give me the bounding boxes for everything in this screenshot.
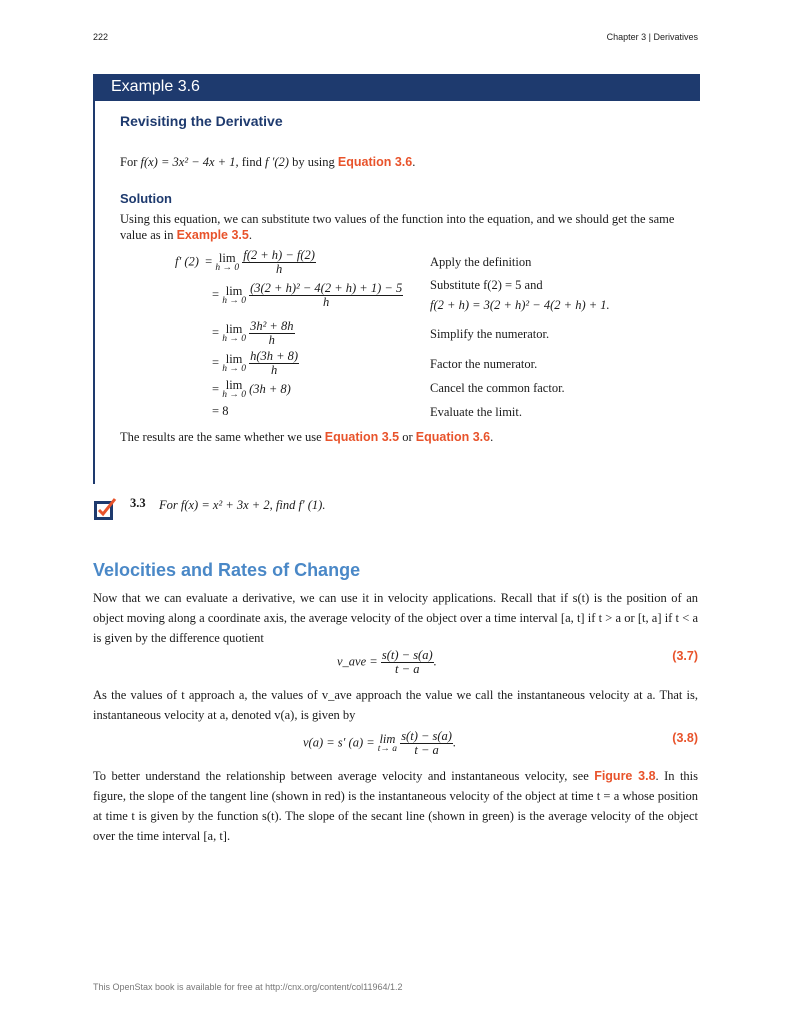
figure-link[interactable]: Figure 3.8 <box>594 769 656 783</box>
derivation-step-2: = lim h → 0 $\frac{\text{(3(2 + h)² − 4(2 + h) + 1) − 5}}{h}$ <box>212 281 403 309</box>
derivation-step-3: = lim h → 0 $\frac{\text{3h² + 8h}}{h}$ <box>212 319 294 347</box>
example-problem: For f(x) = 3x² − 4x + 1, find f ′(2) by using Equation 3.6. <box>120 155 416 169</box>
paragraph-1: Now that we can evaluate a derivative, we can use it in velocity applications. Recall that if s(t) is the position of an object moving along a coordinate axis, the average velocity of the object over a time interval [a, t] if t > a or [t, a] if t < a is given by the difference quotient <box>93 591 698 645</box>
note-cancel: Cancel the common factor. <box>430 381 565 395</box>
note-simplify: Simplify the numerator. <box>430 327 550 341</box>
checkpoint-icon <box>93 497 117 521</box>
example-conclusion: The results are the same whether we use Equation 3.5 or Equation 3.6. <box>120 430 494 444</box>
derivation-step-6: = 8 <box>212 404 229 418</box>
checkpoint-text: For f(x) = x² + 3x + 2, find f′ (1). <box>159 498 326 512</box>
note-substitute-expr: f(2 + h) = 3(2 + h)² − 4(2 + h) + 1. <box>430 298 610 312</box>
checkpoint-number: 3.3 <box>130 496 146 510</box>
derivation-step-1: f′ (2) = lim h → 0 $\frac{f(2 + h) - f(2)}{h}$ <box>175 248 315 276</box>
equation-number-3-8: (3.8) <box>672 731 698 745</box>
equation-link[interactable]: Equation 3.6 <box>337 155 413 169</box>
example-title: Revisiting the Derivative <box>120 113 283 129</box>
example-label: Example 3.6 <box>111 78 200 95</box>
note-substitute: Substitute f(2) = 5 and <box>430 278 543 292</box>
equation-3-6-link[interactable]: Equation 3.6 <box>415 430 491 444</box>
equation-3-7: v_ave = $\frac{s(t) - s(a)}{t - a}$ . <box>337 648 437 676</box>
paragraph-3: To better understand the relationship between average velocity and instantaneous velocity, see Figure 3.8. In this figure, the slope of the tangent line (shown in red) is the instantaneous velocity of the object at time t = a whose position at time t is given by the function s(t). The slope of the secant line (shown in green) is the average velocity of the object over the time interval [a, t]. <box>93 769 699 843</box>
section-title: Velocities and Rates of Change <box>93 560 361 580</box>
equation-3-8: v(a) = s′ (a) = lim t→ a $\frac{s(t) - s(a)}{t - a}$ . <box>303 729 457 757</box>
note-factor: Factor the numerator. <box>430 357 538 371</box>
example-box <box>93 74 700 484</box>
derivation-step-4: = lim h → 0 $\frac{h(3h + 8)}{h}$ <box>212 349 299 377</box>
example-header-bar <box>95 74 700 101</box>
footer: This OpenStax book is available for free at http://cnx.org/content/col11964/1.2 <box>93 982 403 992</box>
note-apply-definition: Apply the definition <box>430 255 532 269</box>
note-evaluate: Evaluate the limit. <box>430 405 522 419</box>
derivation-step-5: = lim h → 0 (3h + 8) <box>212 378 291 400</box>
solution-heading: Solution <box>120 191 172 206</box>
paragraph-2: As the values of t approach a, the values of v_ave approach the value we call the instantaneous velocity at a. That is, instantaneous velocity at a, denoted v(a), is given by <box>93 688 698 722</box>
chapter-header: Chapter 3 | Derivatives <box>606 32 698 42</box>
equation-number-3-7: (3.7) <box>672 649 698 663</box>
page-number: 222 <box>93 32 109 42</box>
solution-intro: Using this equation, we can substitute two values of the function into the equation, and we should get the same value as in Example 3.5. <box>120 212 675 242</box>
equation-3-5-link[interactable]: Equation 3.5 <box>324 430 400 444</box>
example-link[interactable]: Example 3.5 <box>176 228 249 242</box>
